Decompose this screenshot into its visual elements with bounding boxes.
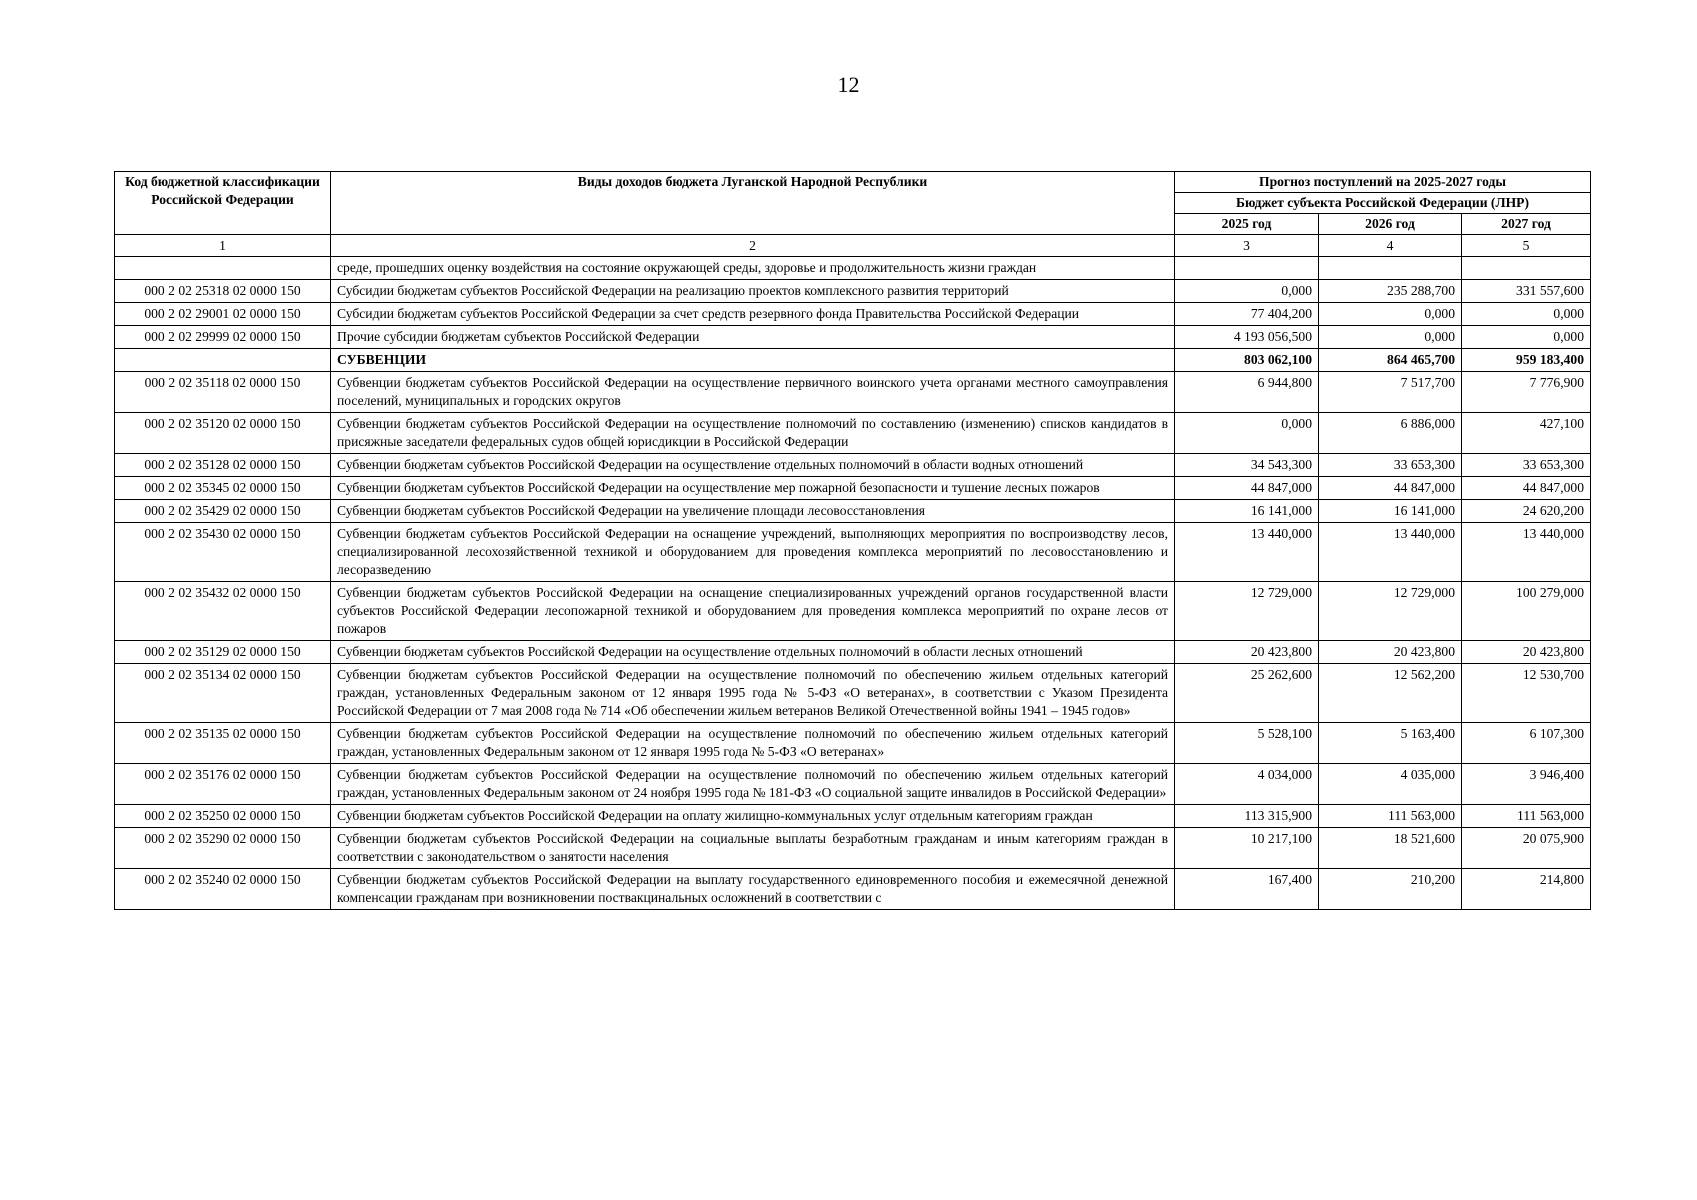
value-2027-cell: 100 279,000 [1462, 582, 1591, 641]
value-2027-cell: 331 557,600 [1462, 280, 1591, 303]
value-2026-cell: 16 141,000 [1319, 500, 1462, 523]
col-number-4: 4 [1319, 235, 1462, 257]
value-2026-cell: 210,200 [1319, 869, 1462, 910]
header-types-col: Виды доходов бюджета Луганской Народной Республики [331, 172, 1175, 235]
value-2026-cell: 6 886,000 [1319, 413, 1462, 454]
code-cell: 000 2 02 35129 02 0000 150 [115, 641, 331, 664]
income-type-cell: СУБВЕНЦИИ [331, 349, 1175, 372]
value-2027-cell: 6 107,300 [1462, 723, 1591, 764]
value-2027-cell: 24 620,200 [1462, 500, 1591, 523]
income-type-cell: Субвенции бюджетам субъектов Российской Федерации на осуществление полномочий по обеспечению жильем отдельных категорий граждан, установленных Федеральным законом от 12 января 1995 года № 5-ФЗ «О ветеранах», в соответствии с Указом Президента Российской Федерации от 7 мая 2008 года № 714 «Об обеспечении жильем ветеранов Великой Отечественной войны 1941 – 1945 годов» [331, 664, 1175, 723]
col-number-2: 2 [331, 235, 1175, 257]
value-2027-cell: 0,000 [1462, 303, 1591, 326]
income-type-cell: Субвенции бюджетам субъектов Российской Федерации на осуществление отдельных полномочий в области лесных отношений [331, 641, 1175, 664]
value-2025-cell: 12 729,000 [1175, 582, 1319, 641]
value-2026-cell: 12 562,200 [1319, 664, 1462, 723]
value-2025-cell [1175, 257, 1319, 280]
code-cell: 000 2 02 35250 02 0000 150 [115, 805, 331, 828]
code-cell [115, 257, 331, 280]
value-2026-cell [1319, 257, 1462, 280]
col-number-5: 5 [1462, 235, 1591, 257]
income-type-cell: Прочие субсидии бюджетам субъектов Российской Федерации [331, 326, 1175, 349]
table-row [115, 477, 1591, 500]
value-2026-cell: 33 653,300 [1319, 454, 1462, 477]
table-row [115, 582, 1591, 641]
value-2026-cell: 4 035,000 [1319, 764, 1462, 805]
col-number-3: 3 [1175, 235, 1319, 257]
table-row [115, 280, 1591, 303]
income-type-cell: Субвенции бюджетам субъектов Российской Федерации на оснащение специализированных учреждений органов государственной власти субъектов Российской Федерации лесопожарной техникой и оборудованием для проведения комплекса мероприятий по охране лесов от пожаров [331, 582, 1175, 641]
table-row [115, 664, 1591, 723]
value-2026-cell: 0,000 [1319, 326, 1462, 349]
header-forecast: Прогноз поступлений на 2025-2027 годы [1175, 172, 1591, 193]
code-cell: 000 2 02 25318 02 0000 150 [115, 280, 331, 303]
value-2026-cell: 111 563,000 [1319, 805, 1462, 828]
code-cell: 000 2 02 29999 02 0000 150 [115, 326, 331, 349]
table-row [115, 500, 1591, 523]
income-type-cell: Субсидии бюджетам субъектов Российской Федерации на реализацию проектов комплексного развития территорий [331, 280, 1175, 303]
income-type-cell: Субвенции бюджетам субъектов Российской Федерации на оснащение учреждений, выполняющих мероприятия по воспроизводству лесов, специализированной лесохозяйственной техникой и оборудованием для проведения комплекса мероприятий по лесовосстановлению и лесоразведению [331, 523, 1175, 582]
code-cell: 000 2 02 35432 02 0000 150 [115, 582, 331, 641]
value-2025-cell: 4 193 056,500 [1175, 326, 1319, 349]
code-cell: 000 2 02 35429 02 0000 150 [115, 500, 331, 523]
income-type-cell: Субвенции бюджетам субъектов Российской Федерации на осуществление полномочий по обеспечению жильем отдельных категорий граждан, установленных Федеральным законом от 12 января 1995 года № 5-ФЗ «О ветеранах» [331, 723, 1175, 764]
value-2026-cell: 235 288,700 [1319, 280, 1462, 303]
income-type-cell: среде, прошедших оценку воздействия на состояние окружающей среды, здоровье и продолжительность жизни граждан [331, 257, 1175, 280]
income-type-cell: Субвенции бюджетам субъектов Российской Федерации на увеличение площади лесовосстановления [331, 500, 1175, 523]
value-2027-cell: 7 776,900 [1462, 372, 1591, 413]
income-type-cell: Субвенции бюджетам субъектов Российской Федерации на оплату жилищно-коммунальных услуг отдельным категориям граждан [331, 805, 1175, 828]
value-2025-cell: 4 034,000 [1175, 764, 1319, 805]
value-2025-cell: 20 423,800 [1175, 641, 1319, 664]
header-year-2026: 2026 год [1319, 214, 1462, 235]
income-type-cell: Субвенции бюджетам субъектов Российской Федерации на осуществление первичного воинского учета органами местного самоуправления поселений, муниципальных и городских округов [331, 372, 1175, 413]
code-cell: 000 2 02 35134 02 0000 150 [115, 664, 331, 723]
code-cell [115, 349, 331, 372]
value-2027-cell: 20 423,800 [1462, 641, 1591, 664]
value-2026-cell: 18 521,600 [1319, 828, 1462, 869]
value-2025-cell: 34 543,300 [1175, 454, 1319, 477]
code-cell: 000 2 02 35135 02 0000 150 [115, 723, 331, 764]
value-2027-cell: 20 075,900 [1462, 828, 1591, 869]
value-2027-cell: 13 440,000 [1462, 523, 1591, 582]
col-number-1: 1 [115, 235, 331, 257]
income-type-cell: Субвенции бюджетам субъектов Российской Федерации на осуществление мер пожарной безопасности и тушение лесных пожаров [331, 477, 1175, 500]
income-type-cell: Субвенции бюджетам субъектов Российской Федерации на осуществление полномочий по составлению (изменению) списков кандидатов в присяжные заседатели федеральных судов общей юрисдикции в Российской Федерации [331, 413, 1175, 454]
value-2025-cell: 77 404,200 [1175, 303, 1319, 326]
value-2025-cell: 16 141,000 [1175, 500, 1319, 523]
table-row [115, 723, 1591, 764]
table-row [115, 372, 1591, 413]
value-2025-cell: 44 847,000 [1175, 477, 1319, 500]
value-2027-cell: 214,800 [1462, 869, 1591, 910]
header-year-2027: 2027 год [1462, 214, 1591, 235]
value-2025-cell: 0,000 [1175, 413, 1319, 454]
income-type-cell: Субвенции бюджетам субъектов Российской Федерации на выплату государственного единовременного пособия и ежемесячной денежной компенсации гражданам при возникновении поствакцинальных осложнений в соответствии с [331, 869, 1175, 910]
value-2026-cell: 864 465,700 [1319, 349, 1462, 372]
code-cell: 000 2 02 29001 02 0000 150 [115, 303, 331, 326]
table-row [115, 454, 1591, 477]
value-2025-cell: 0,000 [1175, 280, 1319, 303]
page-number: 12 [837, 72, 860, 97]
value-2027-cell: 111 563,000 [1462, 805, 1591, 828]
value-2027-cell [1462, 257, 1591, 280]
table-header [115, 172, 1591, 257]
value-2027-cell: 44 847,000 [1462, 477, 1591, 500]
header-budget: Бюджет субъекта Российской Федерации (ЛНР) [1175, 193, 1591, 214]
value-2025-cell: 6 944,800 [1175, 372, 1319, 413]
code-cell: 000 2 02 35118 02 0000 150 [115, 372, 331, 413]
income-type-cell: Субвенции бюджетам субъектов Российской Федерации на социальные выплаты безработным гражданам и иным категориям граждан в соответствии с законодательством о занятости населения [331, 828, 1175, 869]
code-cell: 000 2 02 35128 02 0000 150 [115, 454, 331, 477]
table-row [115, 869, 1591, 910]
value-2026-cell: 13 440,000 [1319, 523, 1462, 582]
value-2026-cell: 12 729,000 [1319, 582, 1462, 641]
income-type-cell: Субвенции бюджетам субъектов Российской Федерации на осуществление полномочий по обеспечению жильем отдельных категорий граждан, установленных Федеральным законом от 24 ноября 1995 года № 181-ФЗ «О социальной защите инвалидов в Российской Федерации» [331, 764, 1175, 805]
table-row [115, 257, 1591, 280]
header-code-col: Код бюджетной классификации Российской Федерации [115, 172, 331, 235]
code-cell: 000 2 02 35345 02 0000 150 [115, 477, 331, 500]
code-cell: 000 2 02 35120 02 0000 150 [115, 413, 331, 454]
value-2026-cell: 7 517,700 [1319, 372, 1462, 413]
value-2025-cell: 113 315,900 [1175, 805, 1319, 828]
table-row [115, 805, 1591, 828]
code-cell: 000 2 02 35290 02 0000 150 [115, 828, 331, 869]
budget-table [114, 171, 1591, 910]
table-row [115, 413, 1591, 454]
code-cell: 000 2 02 35240 02 0000 150 [115, 869, 331, 910]
value-2027-cell: 12 530,700 [1462, 664, 1591, 723]
table-row [115, 349, 1591, 372]
table-row [115, 764, 1591, 805]
value-2027-cell: 33 653,300 [1462, 454, 1591, 477]
table-row [115, 828, 1591, 869]
value-2026-cell: 5 163,400 [1319, 723, 1462, 764]
code-cell: 000 2 02 35176 02 0000 150 [115, 764, 331, 805]
value-2025-cell: 25 262,600 [1175, 664, 1319, 723]
table-body [115, 257, 1591, 910]
value-2025-cell: 803 062,100 [1175, 349, 1319, 372]
table-row [115, 641, 1591, 664]
value-2025-cell: 5 528,100 [1175, 723, 1319, 764]
value-2027-cell: 3 946,400 [1462, 764, 1591, 805]
code-cell: 000 2 02 35430 02 0000 150 [115, 523, 331, 582]
value-2026-cell: 0,000 [1319, 303, 1462, 326]
value-2027-cell: 0,000 [1462, 326, 1591, 349]
table-row [115, 303, 1591, 326]
value-2025-cell: 13 440,000 [1175, 523, 1319, 582]
header-year-2025: 2025 год [1175, 214, 1319, 235]
value-2025-cell: 10 217,100 [1175, 828, 1319, 869]
value-2026-cell: 20 423,800 [1319, 641, 1462, 664]
value-2026-cell: 44 847,000 [1319, 477, 1462, 500]
income-type-cell: Субвенции бюджетам субъектов Российской Федерации на осуществление отдельных полномочий в области водных отношений [331, 454, 1175, 477]
value-2027-cell: 427,100 [1462, 413, 1591, 454]
value-2027-cell: 959 183,400 [1462, 349, 1591, 372]
value-2025-cell: 167,400 [1175, 869, 1319, 910]
table-row [115, 523, 1591, 582]
income-type-cell: Субсидии бюджетам субъектов Российской Федерации за счет средств резервного фонда Правительства Российской Федерации [331, 303, 1175, 326]
table-row [115, 326, 1591, 349]
